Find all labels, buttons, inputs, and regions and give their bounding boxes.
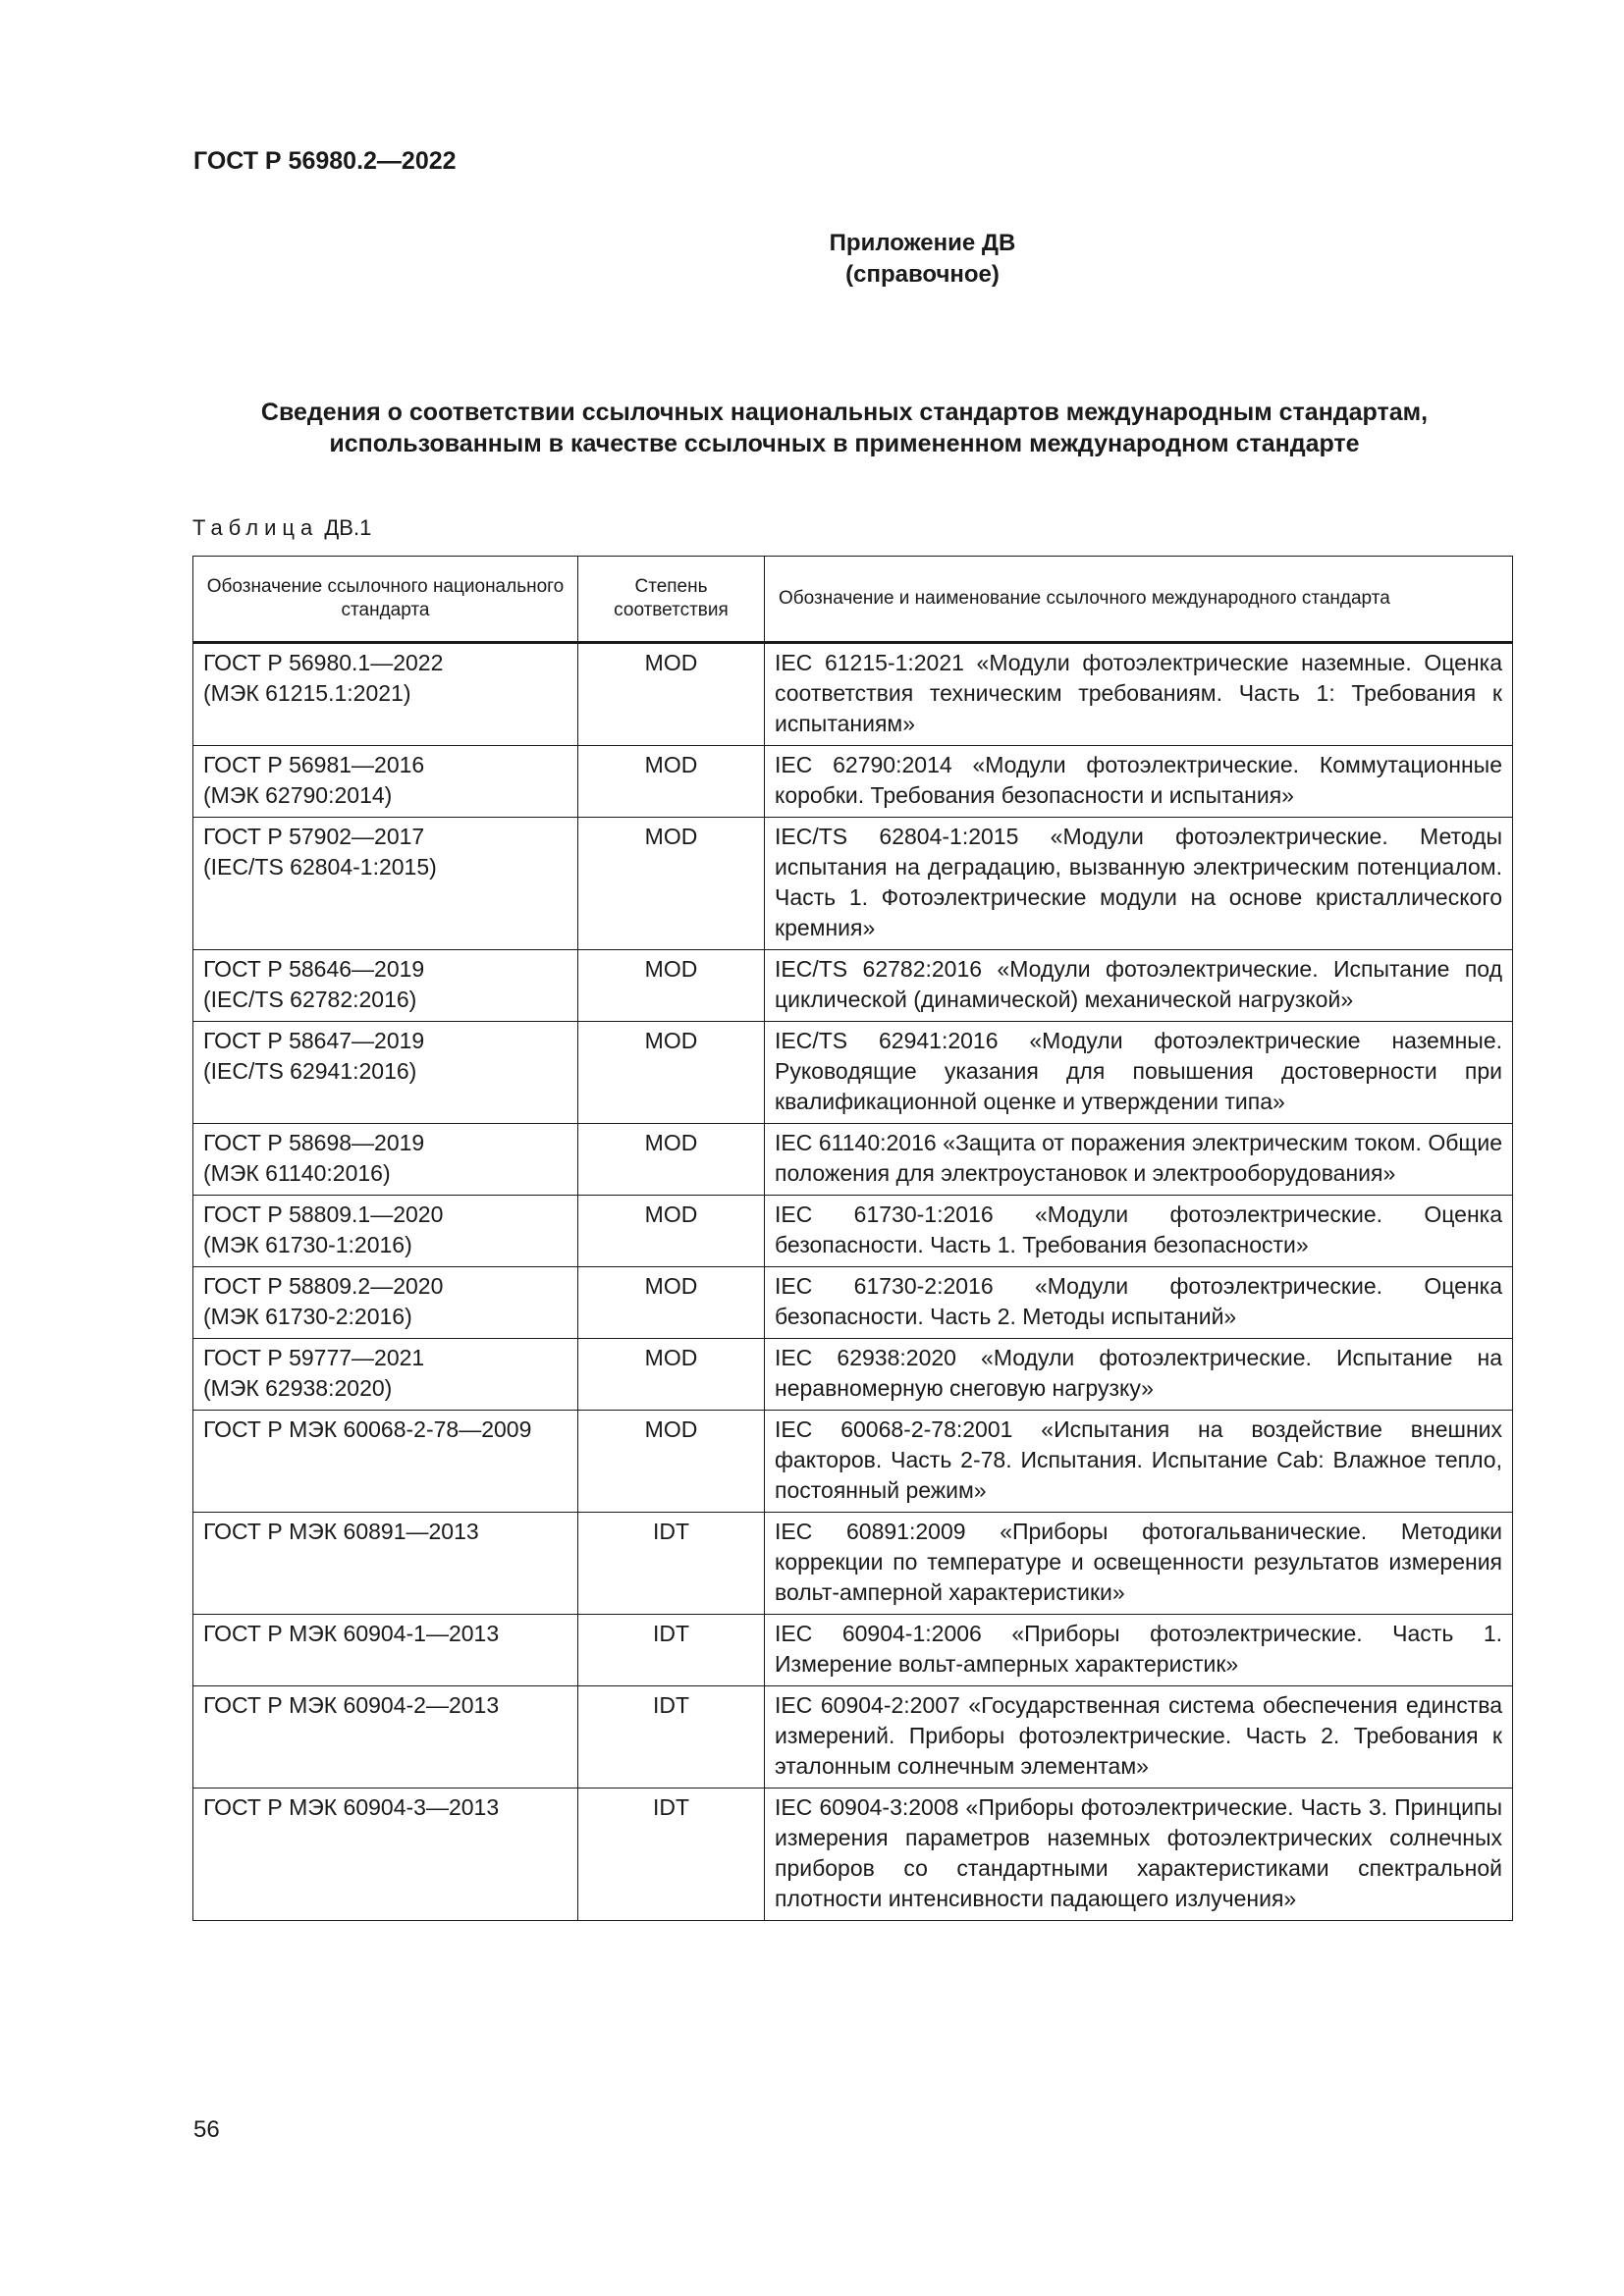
national-standard-cell [193,1022,578,1124]
international-standard-cell: IEC 60904-3:2008 «Приборы фотоэлектрические. Часть 3. Принципы измерения параметров наземных фотоэлектрических солнечных приборов со стандартными характеристиками спектральной плотности интенсивности падающего излучения» [765,1789,1513,1921]
table-row [193,1124,1513,1196]
section-title-line-2: использованным в качестве ссылочных в примененном международном стандарте [329,430,1360,457]
table-row [193,643,1513,746]
national-standard-line: ГОСТ Р МЭК 60904-2—2013 [203,1692,500,1718]
national-standard-cell [193,950,578,1022]
national-standard-cell [193,1267,578,1339]
degree-cell: MOD [578,1339,765,1411]
national-standard-cell [193,818,578,950]
national-standard-line: ГОСТ Р 58809.1—2020 [203,1201,444,1227]
table-body [193,643,1513,1921]
national-standard-line: ГОСТ Р МЭК 60904-1—2013 [203,1621,500,1646]
table-row [193,1686,1513,1789]
degree-cell: IDT [578,1615,765,1686]
degree-cell: IDT [578,1789,765,1921]
international-standard-cell: IEC 62938:2020 «Модули фотоэлектрические. Испытание на неравномерную снеговую нагрузку» [765,1339,1513,1411]
national-standard-line: ГОСТ Р 58646—2019 [203,956,425,982]
international-standard-cell: IEC 62790:2014 «Модули фотоэлектрические. Коммутационные коробки. Требования безопасности и испытания» [765,746,1513,818]
national-standard-line: ГОСТ Р 58647—2019 [203,1028,425,1053]
national-standard-line: ГОСТ Р 58809.2—2020 [203,1273,444,1299]
header-degree: Степень соответствия [578,557,765,643]
header-international-standard: Обозначение и наименование ссылочного международного стандарта [765,557,1513,643]
degree-cell: MOD [578,1124,765,1196]
section-title [167,397,1522,459]
degree-cell: MOD [578,643,765,746]
degree-cell: IDT [578,1686,765,1789]
national-standard-line: (IEC/TS 62941:2016) [203,1058,417,1084]
national-standard-line: ГОСТ Р 56981—2016 [203,752,425,777]
national-standard-line: ГОСТ Р МЭК 60068-2-78—2009 [203,1416,532,1442]
national-standard-cell [193,1513,578,1615]
international-standard-cell: IEC 60891:2009 «Приборы фотогальванические. Методики коррекции по температуре и освещенности результатов измерения вольт-амперной характеристики» [765,1513,1513,1615]
table-label [192,515,371,541]
table-row [193,1339,1513,1411]
national-standard-line: (IEC/TS 62804-1:2015) [203,854,437,880]
international-standard-cell: IEC 61140:2016 «Защита от поражения электрическим током. Общие положения для электроустановок и электрооборудования» [765,1124,1513,1196]
national-standard-line: (МЭК 61730-2:2016) [203,1304,412,1329]
national-standard-line: ГОСТ Р 57902—2017 [203,824,425,849]
international-standard-cell: IEC/TS 62782:2016 «Модули фотоэлектрические. Испытание под циклической (динамической) механической нагрузкой» [765,950,1513,1022]
degree-cell: MOD [578,1196,765,1267]
table-row [193,1267,1513,1339]
table-row [193,1196,1513,1267]
national-standard-line: (МЭК 62938:2020) [203,1375,393,1401]
national-standard-line: ГОСТ Р МЭК 60904-3—2013 [203,1794,500,1820]
table-row [193,1789,1513,1921]
national-standard-cell [193,1196,578,1267]
annex-kind: (справочное) [845,261,1000,288]
table-row [193,1411,1513,1513]
international-standard-cell: IEC 60904-2:2007 «Государственная система обеспечения единства измерений. Приборы фотоэлектрические. Часть 2. Требования к эталонным солнечным элементам» [765,1686,1513,1789]
national-standard-cell [193,1686,578,1789]
header-national-standard: Обозначение ссылочного национального стандарта [193,557,578,643]
table-row [193,1022,1513,1124]
degree-cell: MOD [578,746,765,818]
national-standard-cell [193,1339,578,1411]
degree-cell: MOD [578,1267,765,1339]
reference-standards-table [192,556,1513,1921]
international-standard-cell: IEC/TS 62804-1:2015 «Модули фотоэлектрические. Методы испытания на деградацию, вызванную электрическим потенциалом. Часть 1. Фотоэлектрические модули на основе кристаллического кремния» [765,818,1513,950]
table-row [193,950,1513,1022]
international-standard-cell: IEC 61730-2:2016 «Модули фотоэлектрические. Оценка безопасности. Часть 2. Методы испытаний» [765,1267,1513,1339]
national-standard-line: (МЭК 61140:2016) [203,1160,391,1186]
page-number: 56 [193,2116,220,2143]
table-row [193,1513,1513,1615]
national-standard-cell [193,746,578,818]
international-standard-cell: IEC 60068-2-78:2001 «Испытания на воздействие внешних факторов. Часть 2-78. Испытания. Испытание Cab: Влажное тепло, постоянный режим» [765,1411,1513,1513]
international-standard-cell: IEC/TS 62941:2016 «Модули фотоэлектрические наземные. Руководящие указания для повышения достоверности при квалификационной оценке и утверждении типа» [765,1022,1513,1124]
international-standard-cell: IEC 61730-1:2016 «Модули фотоэлектрические. Оценка безопасности. Часть 1. Требования безопасности» [765,1196,1513,1267]
table-header-row [193,557,1513,643]
table-row [193,746,1513,818]
national-standard-cell [193,1615,578,1686]
national-standard-cell [193,1124,578,1196]
national-standard-line: (МЭК 61730-1:2016) [203,1232,412,1257]
table-label-word: Таблица [192,515,319,540]
national-standard-cell [193,643,578,746]
national-standard-line: (МЭК 61215.1:2021) [203,680,411,706]
international-standard-cell: IEC 61215-1:2021 «Модули фотоэлектрические наземные. Оценка соответствия техническим требованиям. Часть 1: Требования к испытаниям» [765,643,1513,746]
degree-cell: MOD [578,1022,765,1124]
section-title-line-1: Сведения о соответствии ссылочных национальных стандартов международным стандартам, [260,399,1429,426]
degree-cell: MOD [578,818,765,950]
degree-cell: IDT [578,1513,765,1615]
national-standard-cell [193,1789,578,1921]
degree-cell: MOD [578,950,765,1022]
degree-cell: MOD [578,1411,765,1513]
international-standard-cell: IEC 60904-1:2006 «Приборы фотоэлектрические. Часть 1. Измерение вольт-амперных характеристик» [765,1615,1513,1686]
national-standard-line: ГОСТ Р 58698—2019 [203,1130,425,1155]
national-standard-line: (МЭК 62790:2014) [203,782,393,808]
document-code: ГОСТ Р 56980.2—2022 [193,147,457,175]
annex-name: Приложение ДВ [829,230,1016,256]
national-standard-line: (IEC/TS 62782:2016) [203,987,417,1012]
national-standard-line: ГОСТ Р МЭК 60891—2013 [203,1519,479,1544]
national-standard-line: ГОСТ Р 59777—2021 [203,1345,425,1370]
table-row [193,1615,1513,1686]
national-standard-cell [193,1411,578,1513]
table-label-number: ДВ.1 [324,515,372,540]
national-standard-line: ГОСТ Р 56980.1—2022 [203,650,444,675]
annex-heading [0,228,1624,291]
table-row [193,818,1513,950]
